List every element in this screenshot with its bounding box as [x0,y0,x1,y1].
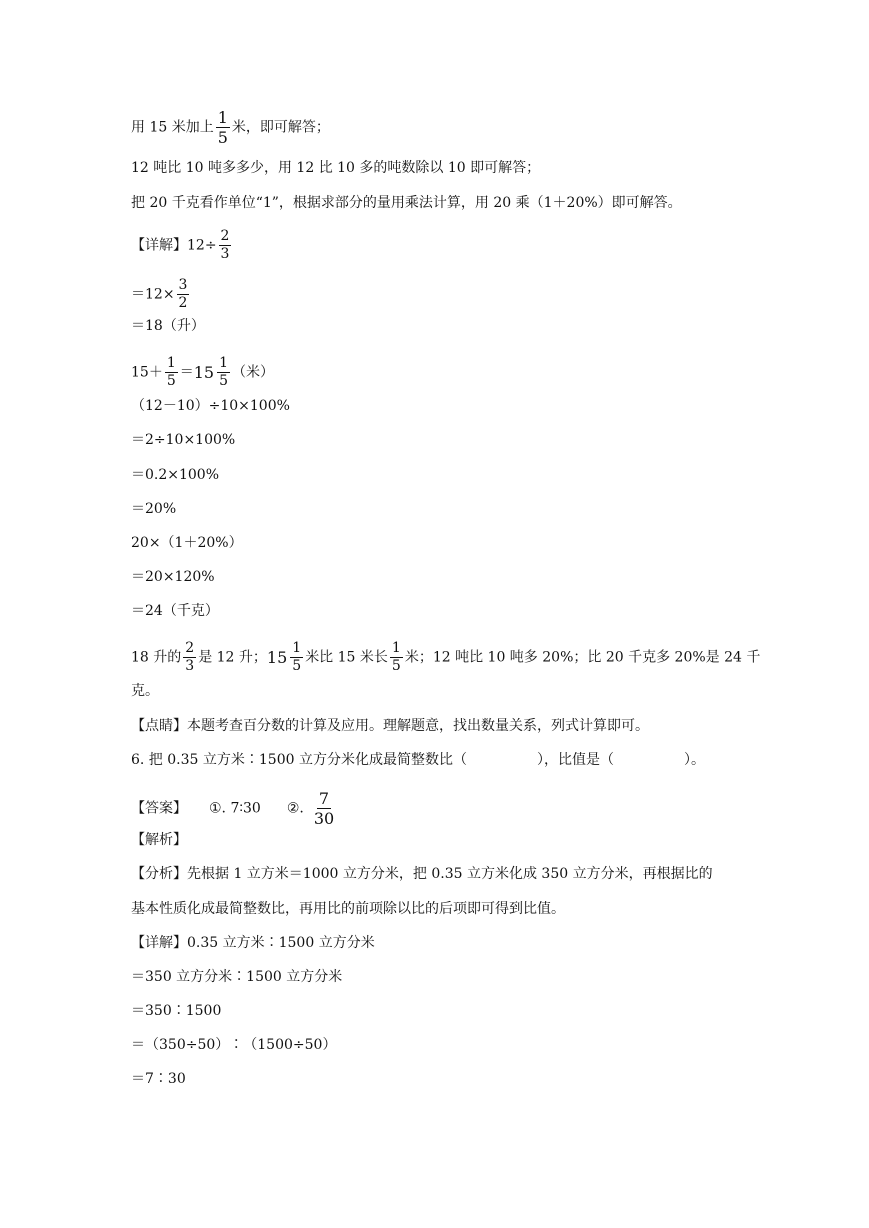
line-23: 【详解】0.35 立方米∶1500 立方分米 [131,935,375,951]
text: ＝12× [131,286,175,303]
text: ＝ [179,364,194,381]
denominator: 2 [178,295,188,311]
line-9: ＝2÷10×100% [131,432,236,448]
line-27: ＝7∶30 [131,1071,186,1087]
line-1 [131,108,330,147]
line-24: ＝350 立方分米∶1500 立方分米 [131,969,343,985]
numerator: 1 [166,355,176,371]
denominator: 5 [292,658,302,674]
line-17: 【点睛】本题考查百分数的计算及应用。理解题意，找出数量关系，列式计算即可。 [131,718,649,734]
line-11: ＝20% [131,501,177,517]
denominator: 5 [166,373,176,389]
denominator: 5 [391,658,401,674]
text: 用 15 米加上 [131,119,214,136]
line-14: ＝24（千克） [131,603,219,619]
line-7 [131,355,274,390]
line-15 [131,640,760,675]
line-25: ＝350∶1500 [131,1003,222,1019]
line-8: （12－10）÷10×100% [131,398,290,414]
line-6: ＝18（升） [131,318,205,334]
line-2: 12 吨比 10 吨多多少，用 12 比 10 多的吨数除以 10 即可解答； [131,160,541,176]
text: 米；12 吨比 10 吨多 20%；比 20 千克多 20%是 24 千 [404,649,761,666]
numerator: 2 [185,640,195,656]
answer-label: 【答案】 [131,800,187,817]
whole: 15 [193,362,215,382]
line-5 [131,277,191,312]
analysis-label: 【解析】 [131,832,187,848]
text: （米） [232,364,275,381]
fraction [183,640,196,675]
fraction [165,355,178,390]
text: 【详解】12÷ [131,237,217,254]
text: 是 12 升； [198,649,267,666]
fraction [177,277,190,312]
text: 米，即可解答； [231,119,330,136]
denominator: 5 [219,373,229,389]
line-22: 基本性质化成最简整数比，再用比的前项除以比的后项即可得到比值。 [131,901,565,917]
text: ），比值是（ [536,752,614,768]
answer-line [131,789,338,828]
whole: 15 [266,647,288,667]
line-13: ＝20×120% [131,569,215,585]
text: 18 升的 [131,649,182,666]
text: ）。 [683,752,705,768]
line-16: 克。 [131,683,159,699]
question-6 [131,750,705,770]
denominator: 3 [185,658,195,674]
fraction [216,108,230,147]
line-4 [131,228,233,263]
fraction [290,640,303,675]
fraction [217,355,230,390]
numerator: 1 [219,355,229,371]
mixed-number [194,355,232,390]
numerator: 2 [220,228,230,244]
text: 米比 15 米长 [305,649,388,666]
numerator: 7 [318,789,330,808]
denominator: 5 [217,128,228,147]
numerator: 1 [217,108,228,127]
text: 15＋ [131,364,163,381]
line-21: 【分析】先根据 1 立方米＝1000 立方分米，把 0.35 立方米化成 350 立方分米，再根据比的 [131,866,713,882]
line-26: ＝（350÷50）∶（1500÷50） [131,1037,337,1053]
numerator: 3 [178,277,188,293]
answer-1: ①. 7∶30 [209,800,261,817]
answer-2-label: ②. [286,800,304,817]
denominator: 30 [313,809,335,828]
numerator: 1 [292,640,302,656]
numerator: 1 [391,640,401,656]
text: 6. 把 0.35 立方米∶1500 立方分米化成最简整数比（ [131,752,467,768]
line-12: 20×（1＋20%） [131,535,243,551]
mixed-number [267,640,305,675]
line-10: ＝0.2×100% [131,467,220,483]
line-3: 把 20 千克看作单位“1”，根据求部分的量用乘法计算，用 20 乘（1＋20%）即可解答。 [131,195,682,211]
answer-2-fraction [312,789,336,828]
denominator: 3 [220,246,230,262]
fraction [390,640,403,675]
fraction [219,228,232,263]
